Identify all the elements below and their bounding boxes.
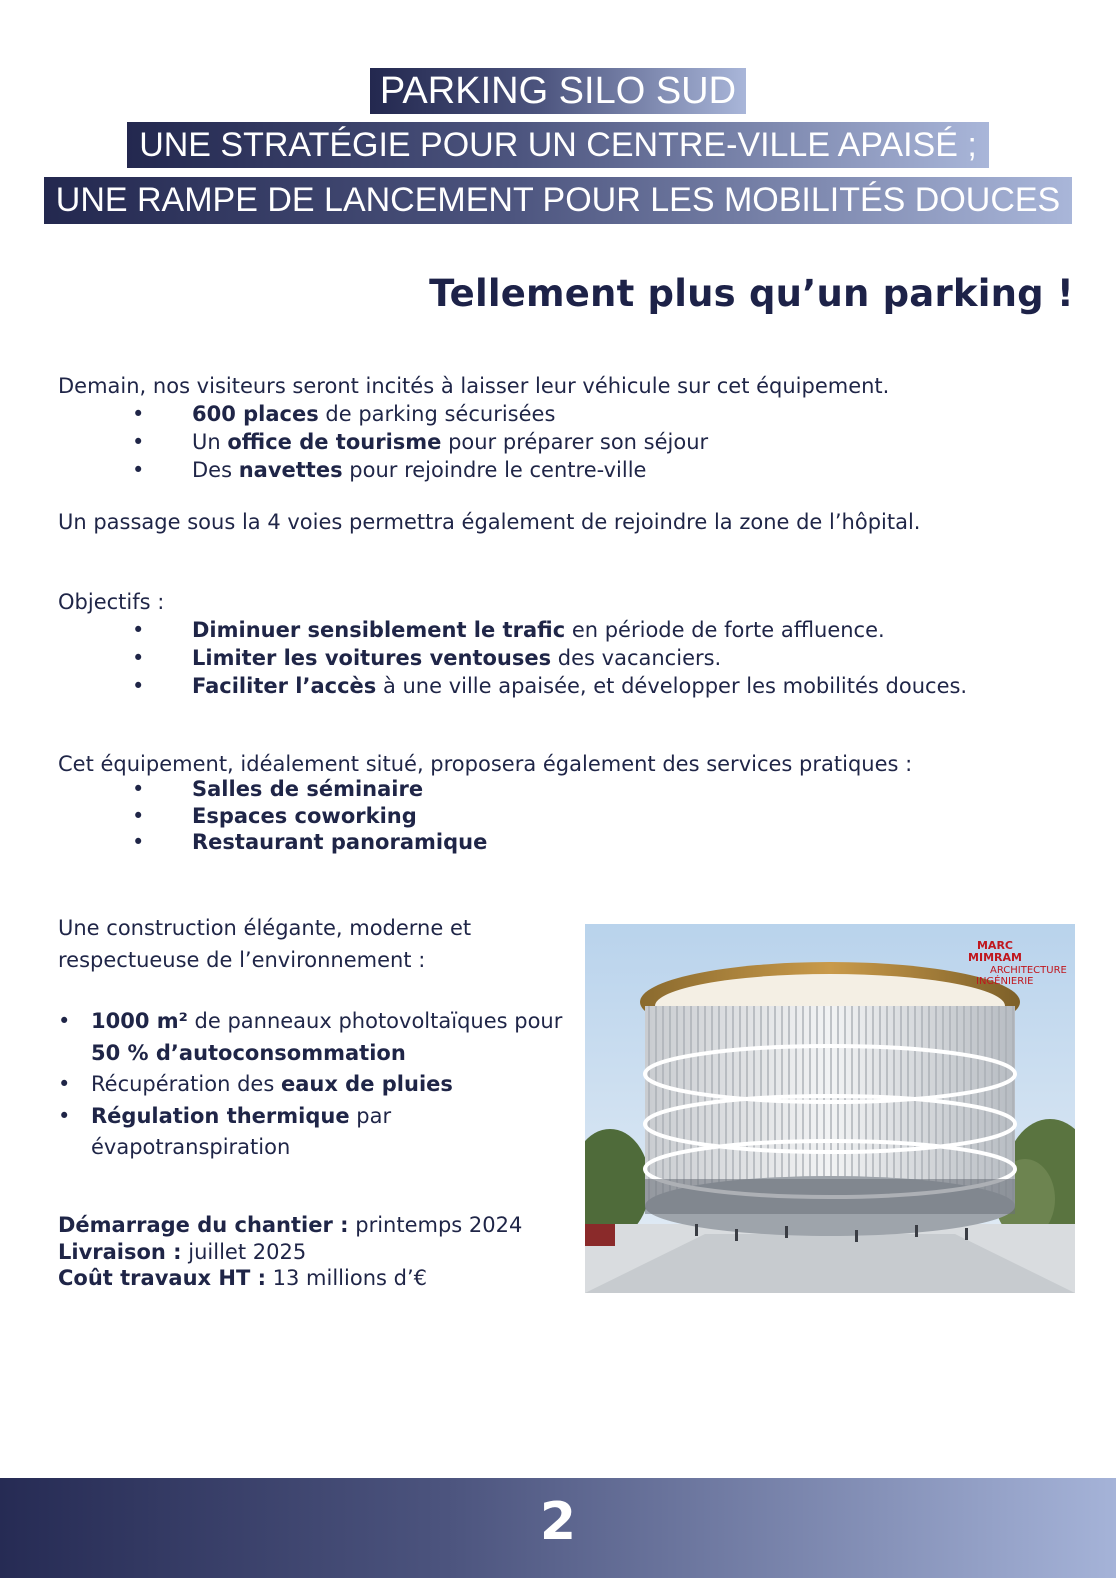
list-item: • 600 places de parking sécurisées bbox=[132, 402, 556, 426]
title-line-3: UNE RAMPE DE LANCEMENT POUR LES MOBILITÉS DOUCES bbox=[44, 177, 1072, 224]
bullet-icon: • bbox=[132, 777, 145, 801]
cost: Coût travaux HT : 13 millions d’€ bbox=[58, 1266, 427, 1290]
bullet-icon: • bbox=[132, 618, 145, 642]
list-item: • Récupération des eaux de pluies bbox=[58, 1069, 578, 1101]
list-item: • Faciliter l’accès à une ville apaisée, et développer les mobilités douces. bbox=[132, 674, 968, 698]
list-item: • Limiter les voitures ventouses des vacanciers. bbox=[132, 646, 722, 670]
environment-intro bbox=[58, 913, 471, 976]
bullet-icon: • bbox=[58, 1072, 71, 1096]
bullet-icon: • bbox=[132, 646, 145, 670]
logo-marc: MARC bbox=[976, 939, 1014, 952]
page-number: 2 bbox=[539, 1492, 577, 1552]
title-line-1: PARKING SILO SUD bbox=[370, 68, 746, 114]
bullet-icon: • bbox=[132, 402, 145, 426]
bullet-icon: • bbox=[58, 1009, 71, 1033]
intro-list bbox=[0, 400, 708, 484]
objectives-list bbox=[0, 616, 967, 700]
bullet-icon: • bbox=[132, 803, 145, 828]
logo-ingenierie: INGÉNIERIE bbox=[976, 976, 1034, 987]
environment-list bbox=[58, 1006, 578, 1164]
title-line-2: UNE STRATÉGIE POUR UN CENTRE-VILLE APAISÉ ; bbox=[127, 122, 989, 168]
list-item: • Restaurant panoramique bbox=[132, 830, 488, 854]
services-text: Cet équipement, idéalement situé, proposera également des services pratiques : bbox=[58, 752, 913, 776]
project-facts bbox=[58, 1212, 522, 1292]
objectives-label: Objectifs : bbox=[58, 590, 165, 614]
bullet-icon: • bbox=[132, 830, 145, 854]
subtitle-banner-2 bbox=[0, 177, 1116, 224]
list-item: • Salles de séminaire bbox=[132, 777, 424, 801]
environment-line-1: Une construction élégante, moderne et bbox=[58, 916, 472, 940]
services-list bbox=[0, 776, 487, 856]
headline: Tellement plus qu’un parking ! bbox=[429, 272, 1074, 315]
bullet-icon: • bbox=[58, 1103, 71, 1128]
start-date: Démarrage du chantier : printemps 2024 bbox=[58, 1213, 523, 1237]
passage-text: Un passage sous la 4 voies permettra également de rejoindre la zone de l’hôpital. bbox=[58, 510, 921, 534]
logo-mimram: MIMRAM bbox=[968, 951, 1022, 964]
delivery-date: Livraison : juillet 2025 bbox=[58, 1239, 307, 1264]
bullet-icon: • bbox=[132, 458, 145, 482]
building-rendering bbox=[585, 924, 1075, 1293]
list-item: • Des navettes pour rejoindre le centre-ville bbox=[132, 458, 647, 482]
title-banner bbox=[0, 68, 1116, 114]
list-item: • Espaces coworking bbox=[132, 803, 417, 828]
logo-architecture: ARCHITECTURE bbox=[990, 965, 1067, 976]
list-item: • 1000 m² de panneaux photovoltaïques pour 50 % d’autoconsommation bbox=[58, 1006, 578, 1069]
bullet-icon: • bbox=[132, 674, 145, 698]
subtitle-banner-1 bbox=[0, 122, 1116, 168]
environment-line-2: respectueuse de l’environnement : bbox=[58, 947, 426, 972]
list-item: • Un office de tourisme pour préparer son séjour bbox=[132, 430, 709, 454]
intro-text: Demain, nos visiteurs seront incités à laisser leur véhicule sur cet équipement. bbox=[58, 374, 890, 398]
list-item: • Régulation thermique par évapotranspiration bbox=[58, 1101, 578, 1164]
bullet-icon: • bbox=[132, 430, 145, 454]
list-item: • Diminuer sensiblement le trafic en période de forte affluence. bbox=[132, 618, 885, 642]
